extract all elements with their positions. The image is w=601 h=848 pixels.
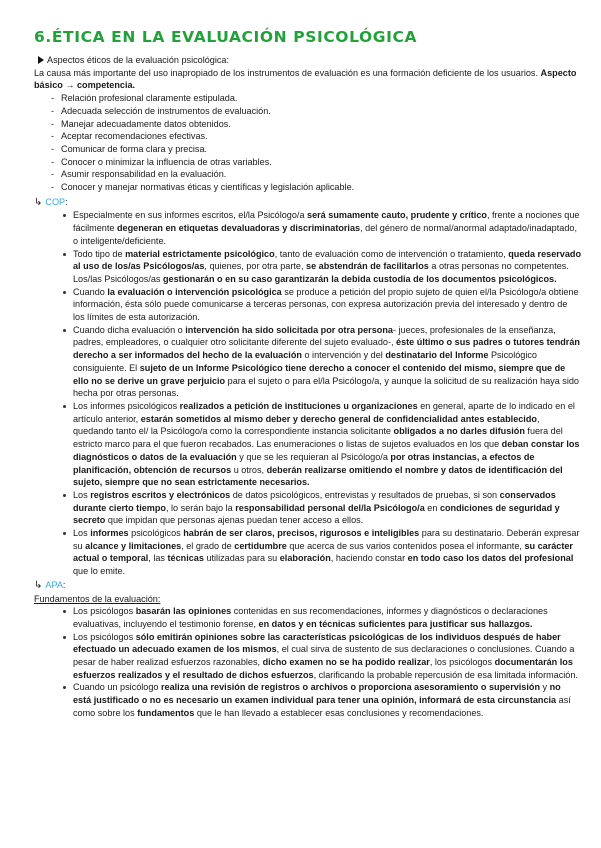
cop-list [34,209,581,577]
list-item: Cuando dicha evaluación o intervención ha sido solicitada por otra persona- jueces, profesionales de la enseñanza, padres, empleadores, o cualquier otro solicitante diferente del sujeto evaluado-, éste último o sus padres o tutores tendrán derecho a ser informados del hecho de la evaluación o intervención y del destinatario del Informe Psicológico consiguiente. El sujeto de un Informe Psicológico tiene derecho a conocer el contenido del mismo, siempre que de ello no se derive un grave perjuicio para el sujeto o para el/la Psicólogo/a, y aunque la solicitud de su realización haya sido hecha por otras personas. [34,324,581,400]
page-title: 6.ÉTICA EN LA EVALUACIÓN PSICOLÓGICA [34,28,418,46]
list-item: Cuando la evaluación o intervención psicológica se produce a petición del propio sujeto de quien el/la Psicólogo/a obtiene información, ésta sólo puede comunicarse a terceras personas, con expresa autorización previa del interesado y dentro de los límites de esta autorización. [34,286,581,324]
list-item: - Conocer y manejar normativas éticas y científicas y legislación aplicable. [34,181,581,194]
intro-paragraph: La causa más importante del uso inapropiado de los instrumentos de evaluación es una formación deficiente de los usuarios. Aspecto básico → competencia. [34,67,577,91]
list-item: - Comunicar de forma clara y precisa. [34,143,581,156]
list-item: - Manejar adecuadamente datos obtenidos. [34,118,581,131]
fundamentos-heading: Fundamentos de la evaluación: [34,593,161,604]
cop-heading: ↳ COP: [34,196,68,208]
list-item: Los psicólogos sólo emitirán opiniones sobre las características psicológicas de los individuos después de haber efectuado un adecuado examen de los mismos, el cual sirva de sustento de sus declaraciones o conclusiones. Cuando a pesar de haber realizad esfuerzos razonables, dicho examen no se ha podido realizar, los psicólogos documentarán los esfuerzos realizados y el resultado de dichos esfuerzos, clarificando la probable repercusión de esa limitada información. [34,631,581,682]
list-item: Los informes psicológicos realizados a petición de instituciones u organizaciones en general, aparte de lo indicado en el artículo anterior, estarán sometidos al mismo deber y derecho general de confidencialidad antes establecido, quedando tanto el/ la Psicólogo/a como la correspondiente instancia solicitante obligados a no darles difusión fuera del estricto marco para el que fueron recabados. Las enumeraciones o listas de sujetos evaluados en los que deban constar los diagnósticos o datos de la evaluación y que se les requieran al Psicólogo/a por otras instancias, a efectos de planificación, obtención de recursos u otros, deberán realizarse omitiendo el nombre y datos de identificación del sujeto, siempre que no sean estrictamente necesarios. [34,400,581,489]
triangle-bullet-icon [38,56,44,64]
hook-arrow-icon: ↳ [34,196,43,208]
list-item: Todo tipo de material estrictamente psicológico, tanto de evaluación como de intervención o tratamiento, queda reservado al uso de los/as Psicólogos/as, quienes, por otra parte, se abstendrán de facilitarlos a otras personas no competentes. Los/las Psicólogos/as gestionarán o en su caso garantizarán la debida custodia de los documentos psicológicos. [34,248,581,286]
list-item: - Aceptar recomendaciones efectivas. [34,130,581,143]
list-item: Los informes psicológicos habrán de ser claros, precisos, rigurosos e inteligibles para su destinatario. Deberán expresar su alcance y limitaciones, el grado de certidumbre que acerca de sus varios contenidos posea el informante, su carácter actual o temporal, las técnicas utilizadas para su elaboración, haciendo constar en todo caso los datos del profesional que lo emite. [34,527,581,578]
list-item: - Adecuada selección de instrumentos de evaluación. [34,105,581,118]
list-item: - Asumir responsabilidad en la evaluación. [34,168,581,181]
list-item: - Relación profesional claramente estipulada. [34,92,581,105]
competencias-list [34,92,581,194]
list-item: Cuando un psicólogo realiza una revisión de registros o archivos o proporciona asesoramiento o supervisión y no está justificado o no es necesario un examen individual para tener una opinión, informará de esta circunstancia así como sobre los fundamentos que le han llevado a establecer esas conclusiones y recomendaciones. [34,681,581,719]
hook-arrow-icon: ↳ [34,579,43,591]
list-item: - Conocer o minimizar la influencia de otras variables. [34,156,581,169]
apa-list [34,605,581,719]
list-item: Los psicólogos basarán las opiniones contenidas en sus recomendaciones, informes y diagnósticos o declaraciones evaluativas, incluyendo el testimonio forense, en datos y en técnicas suficientes para justificar sus hallazgos. [34,605,581,630]
list-item: Especialmente en sus informes escritos, el/la Psicólogo/a será sumamente cauto, prudente y crítico, frente a nociones que fácilmente degeneran en etiquetas devaluadoras y discriminatorias, del género de normal/anormal adaptado/inadaptado, o inteligente/deficiente. [34,209,581,247]
list-item: Los registros escritos y electrónicos de datos psicológicos, entrevistas y resultados de pruebas, si son conservados durante cierto tiempo, lo serán bajo la responsabilidad personal del/la Psicólogo/a en condiciones de seguridad y secreto que impidan que personas ajenas puedan tener acceso a ellos. [34,489,581,527]
apa-heading: ↳ APA: [34,579,66,591]
aspectos-heading: Aspectos éticos de la evaluación psicológica: [38,54,581,67]
right-arrow-icon: → [65,80,75,91]
